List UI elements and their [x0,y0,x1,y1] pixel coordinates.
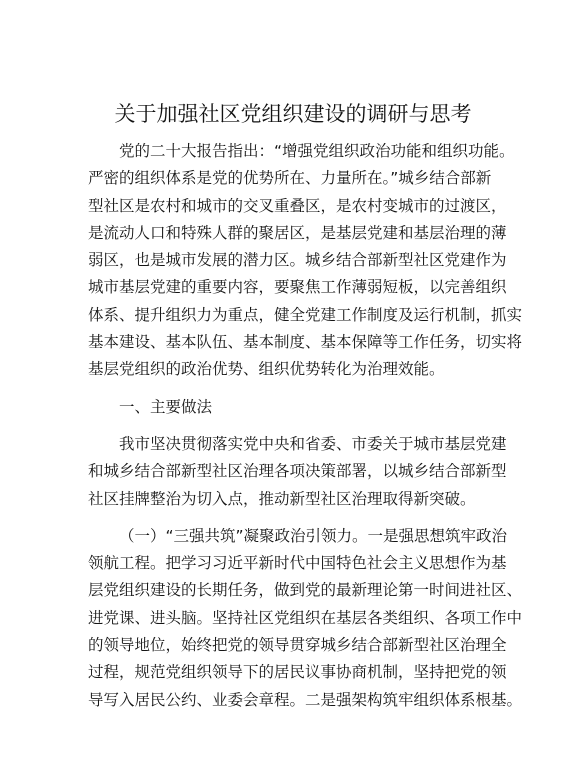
paragraph-line: 领航工程。把学习习近平新时代中国特色社会主义思想作为基 [88,554,507,573]
document-title: 关于加强社区党组织建设的调研与思考 [114,102,472,126]
paragraph-gap [88,421,513,431]
paragraph-line: 城市基层党建的重要内容，要聚焦工作薄弱短板，以完善组织 [88,278,507,297]
paragraph-line: 弱区，也是城市发展的潜力区。城乡结合部新型社区党建作为 [88,251,507,270]
paragraph-line: 我市坚决贯彻落实党中央和省委、市委关于城市基层党建 [119,434,507,453]
paragraph-line: （一）“三强共筑”凝聚政治引领力。一是强思想筑牢政治 [119,526,508,545]
paragraph-gap [88,384,513,394]
paragraph-gap [88,513,513,523]
section-heading: 一、主要做法 [119,397,213,416]
paragraph-line: 基本建设、基本队伍、基本制度、基本保障等工作任务，切实将 [88,333,523,352]
paragraph-line: 的领导地位，始终把党的领导贯穿城乡结合部新型社区治理全 [88,636,507,655]
paragraph-line: 基层党组织的政治优势、组织优势转化为治理效能。 [88,360,445,379]
document-body [88,138,523,714]
paragraph-line: 是流动人口和特殊人群的聚居区，是基层党建和基层治理的薄 [88,223,507,242]
paragraph-line: 体系、提升组织力为重点，健全党建工作制度及运行机制，抓实 [88,305,523,324]
paragraph-line: 型社区是农村和城市的交叉重叠区，是农村变城市的过渡区， [88,196,507,215]
paragraph-line: 进党课、进头脑。坚持社区党组织在基层各类组织、各项工作中 [88,608,523,627]
paragraph-line: 严密的组织体系是党的优势所在、力量所在。”城乡结合部新 [88,169,492,188]
paragraph-line: 导写入居民公约、业委会章程。二是强架构筑牢组织体系根基。 [88,690,523,709]
paragraph-line: 和城乡结合部新型社区治理各项决策部署，以城乡结合部新型 [88,462,507,481]
paragraph-line: 过程，规范党组织领导下的居民议事协商机制，坚持把党的领 [88,663,507,682]
paragraph-line: 社区挂牌整治为切入点，推动新型社区治理取得新突破。 [88,489,476,508]
paragraph-line: 层党组织建设的长期任务，做到党的最新理论第一时间进社区、 [88,581,523,600]
paragraph-line: 党的二十大报告指出：“增强党组织政治功能和组织功能。 [119,142,515,160]
